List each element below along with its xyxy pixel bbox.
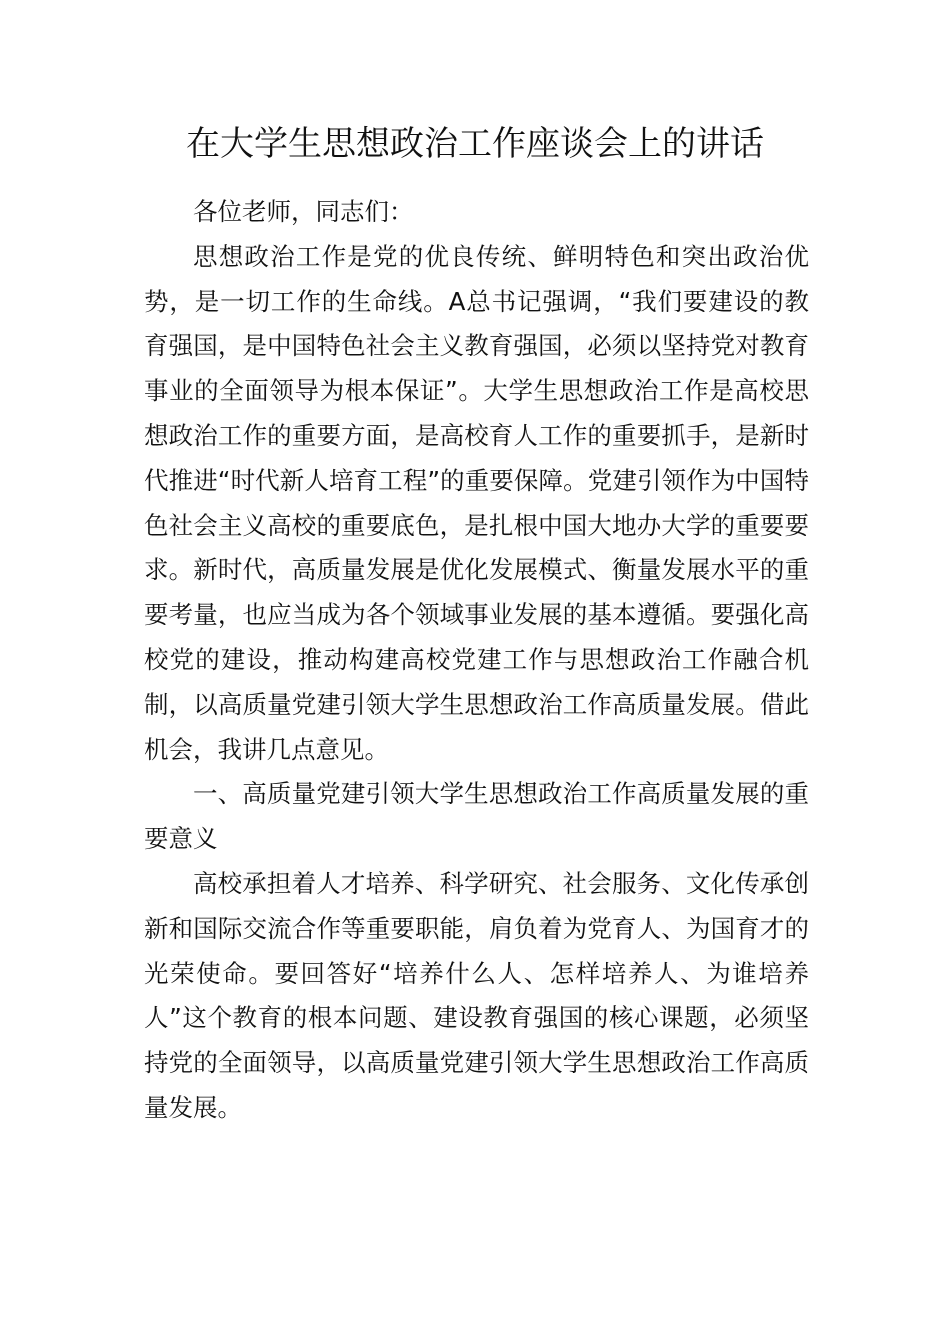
section-heading-1: 一、高质量党建引领大学生思想政治工作高质量发展的重要意义 <box>144 779 809 854</box>
document-body <box>144 190 809 1131</box>
paragraph-intro: 思想政治工作是党的优良传统、鲜明特色和突出政治优势，是一切工作的生命线。A总书记强调，“我们要建设的教育强国，是中国特色社会主义教育强国，必须以坚持党对教育事业的全面领导为根本保证”。大学生思想政治工作是高校思想政治工作的重要方面，是高校育人工作的重要抓手，是新时代推进“时代新人培育工程”的重要保障。党建引领作为中国特色社会主义高校的重要底色，是扎根中国大地办大学的重要要求。新时代，高质量发展是优化发展模式、衡量发展水平的重要考量，也应当成为各个领域事业发展的基本遵循。要强化高校党的建设，推动构建高校党建工作与思想政治工作融合机制，以高质量党建引领大学生思想政治工作高质量发展。借此机会，我讲几点意见。 <box>144 241 809 764</box>
document-title: 在大学生思想政治工作座谈会上的讲话 <box>186 124 764 164</box>
paragraph-section-1: 高校承担着人才培养、科学研究、社会服务、文化传承创新和国际交流合作等重要职能，肩负着为党育人、为国育才的光荣使命。要回答好“培养什么人、怎样培养人、为谁培养人”这个教育的根本问题、建设教育强国的核心课题，必须坚持党的全面领导，以高质量党建引领大学生思想政治工作高质量发展。 <box>144 868 809 1122</box>
salutation: 各位老师，同志们： <box>193 197 414 226</box>
